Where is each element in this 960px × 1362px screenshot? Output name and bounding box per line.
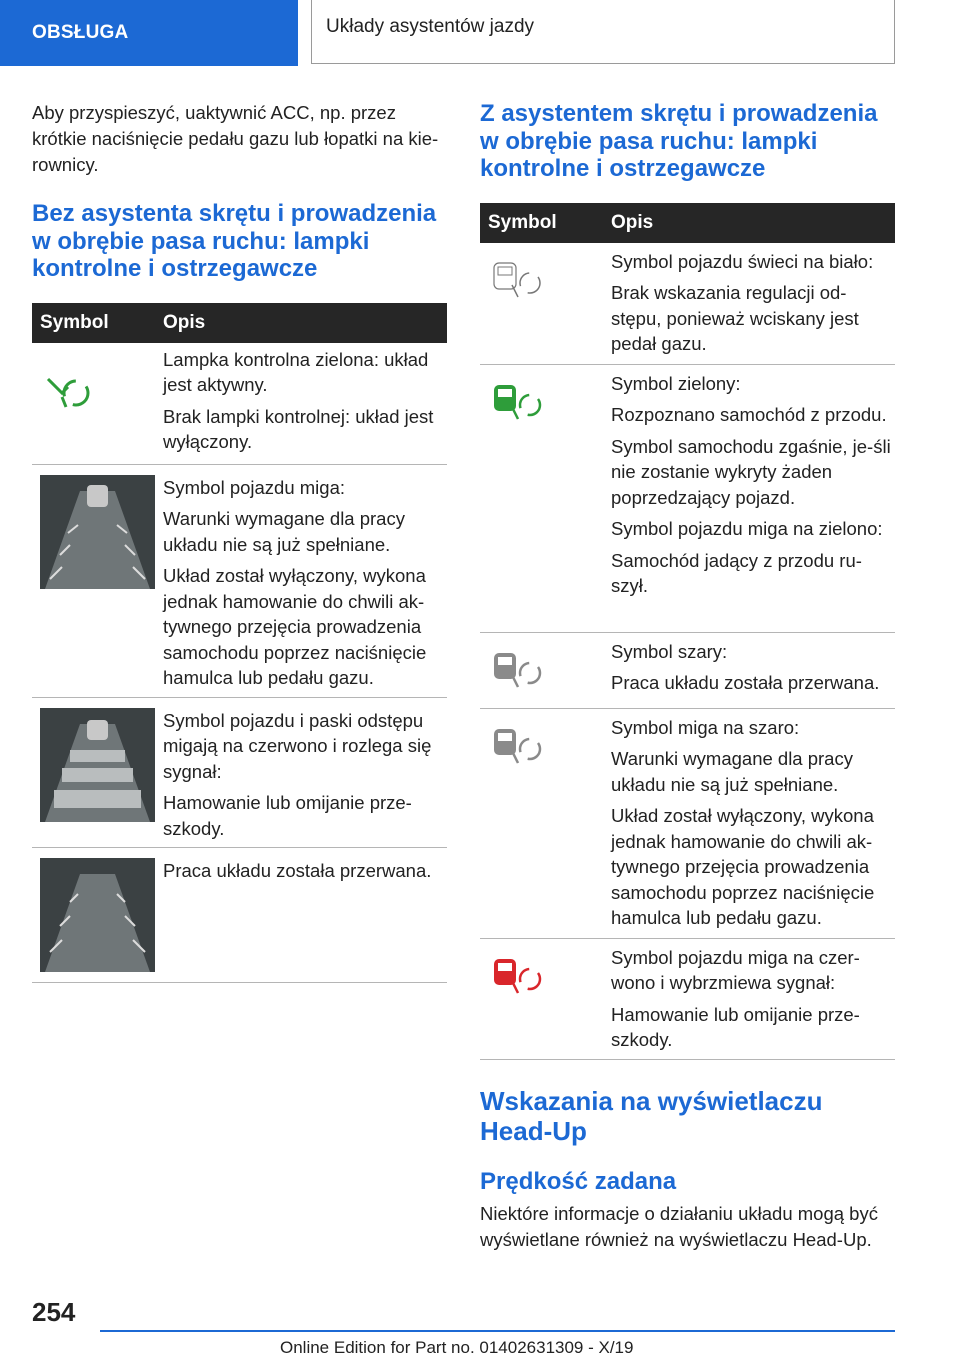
desc-line: Symbol pojazdu miga:: [163, 476, 346, 498]
page-header: [0, 0, 960, 66]
table-row: [480, 938, 895, 1059]
hud-paragraph: Niektóre informacje o działaniu układu mogą być wyświetlane również na wyświetlaczu Head-Up.: [480, 1203, 878, 1250]
table-row: [480, 243, 895, 365]
intro-paragraph: Aby przyspieszyć, uaktywnić ACC, np. przez krótkie naciśnięcie pedału gazu lub łopatki na kie-rownicy.: [32, 102, 439, 175]
col-header-symbol: Symbol: [32, 303, 163, 343]
desc-line: Symbol pojazdu świeci na biało:: [611, 250, 874, 272]
desc-line: Warunki wymagane dla pracy układu nie są już spełniane.: [163, 508, 405, 555]
desc-line: Rozpoznano samochód z przodu.: [611, 404, 887, 425]
table-row: [480, 708, 895, 938]
desc-line: Symbol pojazdu miga na zielono:: [611, 518, 883, 539]
car-steering-green-icon: [490, 377, 550, 427]
desc-line: Warunki wymagane dla pracy układu nie są już spełniane.: [611, 748, 853, 795]
chapter-title: Układy asystentów jazdy: [311, 0, 895, 64]
desc-line: Hamowanie lub omijanie prze-szkody.: [611, 1003, 860, 1050]
desc-line: Hamowanie lub omijanie prze-szkody.: [163, 792, 412, 839]
hud-section-title: Wskazania na wyświetlaczu Head-Up: [480, 1085, 823, 1146]
table-row: [32, 848, 447, 983]
right-column: [480, 100, 895, 1253]
car-steering-white-icon: [490, 255, 550, 305]
lane-car-image: [40, 475, 155, 589]
left-symbol-table: [32, 303, 447, 984]
desc-line: Symbol samochodu zgaśnie, je-śli nie zostanie wykryty żaden poprzedzający pojazd.: [611, 435, 891, 508]
page-number: 254: [32, 1297, 76, 1327]
table-row: [32, 697, 447, 848]
hud-subsection-title: Prędkość zadana: [480, 1167, 677, 1195]
desc-line: Praca układu została przerwana.: [163, 860, 432, 881]
desc-line: Symbol miga na szaro:: [611, 716, 800, 738]
desc-line: Układ został wyłączony, wykona jednak hamowanie do chwili ak-tywnego przejęcia prowadzenia samochodu poprzez naciśnięcie hamulca lub pedału gazu.: [163, 565, 427, 688]
table-row: [32, 464, 447, 697]
table-row: [480, 632, 895, 708]
lane-car-stripes-image: [40, 708, 155, 822]
desc-line: Brak wskazania regulacji od-stępu, ponieważ wciskany jest pedał gazu.: [611, 282, 859, 354]
desc-line: Symbol zielony:: [611, 372, 741, 394]
right-heading: Z asystentem skrętu i prowadzenia w obrębie pasa ruchu: lampki kontrolne i ostrzegawcze: [480, 100, 878, 182]
lane-empty-image: [40, 858, 155, 972]
car-steering-gray-icon: [490, 645, 550, 695]
section-tab: OBSŁUGA: [0, 0, 298, 66]
desc-line: Symbol pojazdu i paski odstępu migają na czerwono i rozlega się sygnał:: [163, 709, 432, 782]
steering-assist-green-icon: [38, 357, 98, 417]
footer-divider: [100, 1330, 895, 1332]
desc-line: Lampka kontrolna zielona: układ jest aktywny.: [163, 348, 429, 395]
desc-line: Praca układu została przerwana.: [611, 672, 880, 693]
desc-line: Samochód jadący z przodu ru-szył.: [611, 549, 862, 596]
col-header-desc: Opis: [163, 303, 447, 343]
desc-line: Brak lampki kontrolnej: układ jest wyłączony.: [163, 405, 434, 452]
table-row: [480, 364, 895, 632]
table-row: [32, 343, 447, 465]
desc-line: Układ został wyłączony, wykona jednak hamowanie do chwili ak-tywnego przejęcia prowadzenia samochodu poprzez naciśnięcie hamulca lub pedału gazu.: [611, 805, 875, 928]
footer-edition: Online Edition for Part no. 01402631309 - X/19: [280, 1338, 634, 1357]
car-steering-gray-blink-icon: [490, 721, 550, 771]
col-header-desc: Opis: [611, 203, 895, 243]
desc-line: Symbol szary:: [611, 640, 728, 662]
car-steering-red-icon: [490, 951, 550, 1001]
desc-line: Symbol pojazdu miga na czer-wono i wybrzmiewa sygnał:: [611, 946, 860, 993]
left-heading: Bez asystenta skrętu i prowadzenia w obrębie pasa ruchu: lampki kontrolne i ostrzegawcze: [32, 200, 437, 282]
col-header-symbol: Symbol: [480, 203, 611, 243]
left-column: [32, 100, 447, 983]
right-symbol-table: [480, 203, 895, 1060]
